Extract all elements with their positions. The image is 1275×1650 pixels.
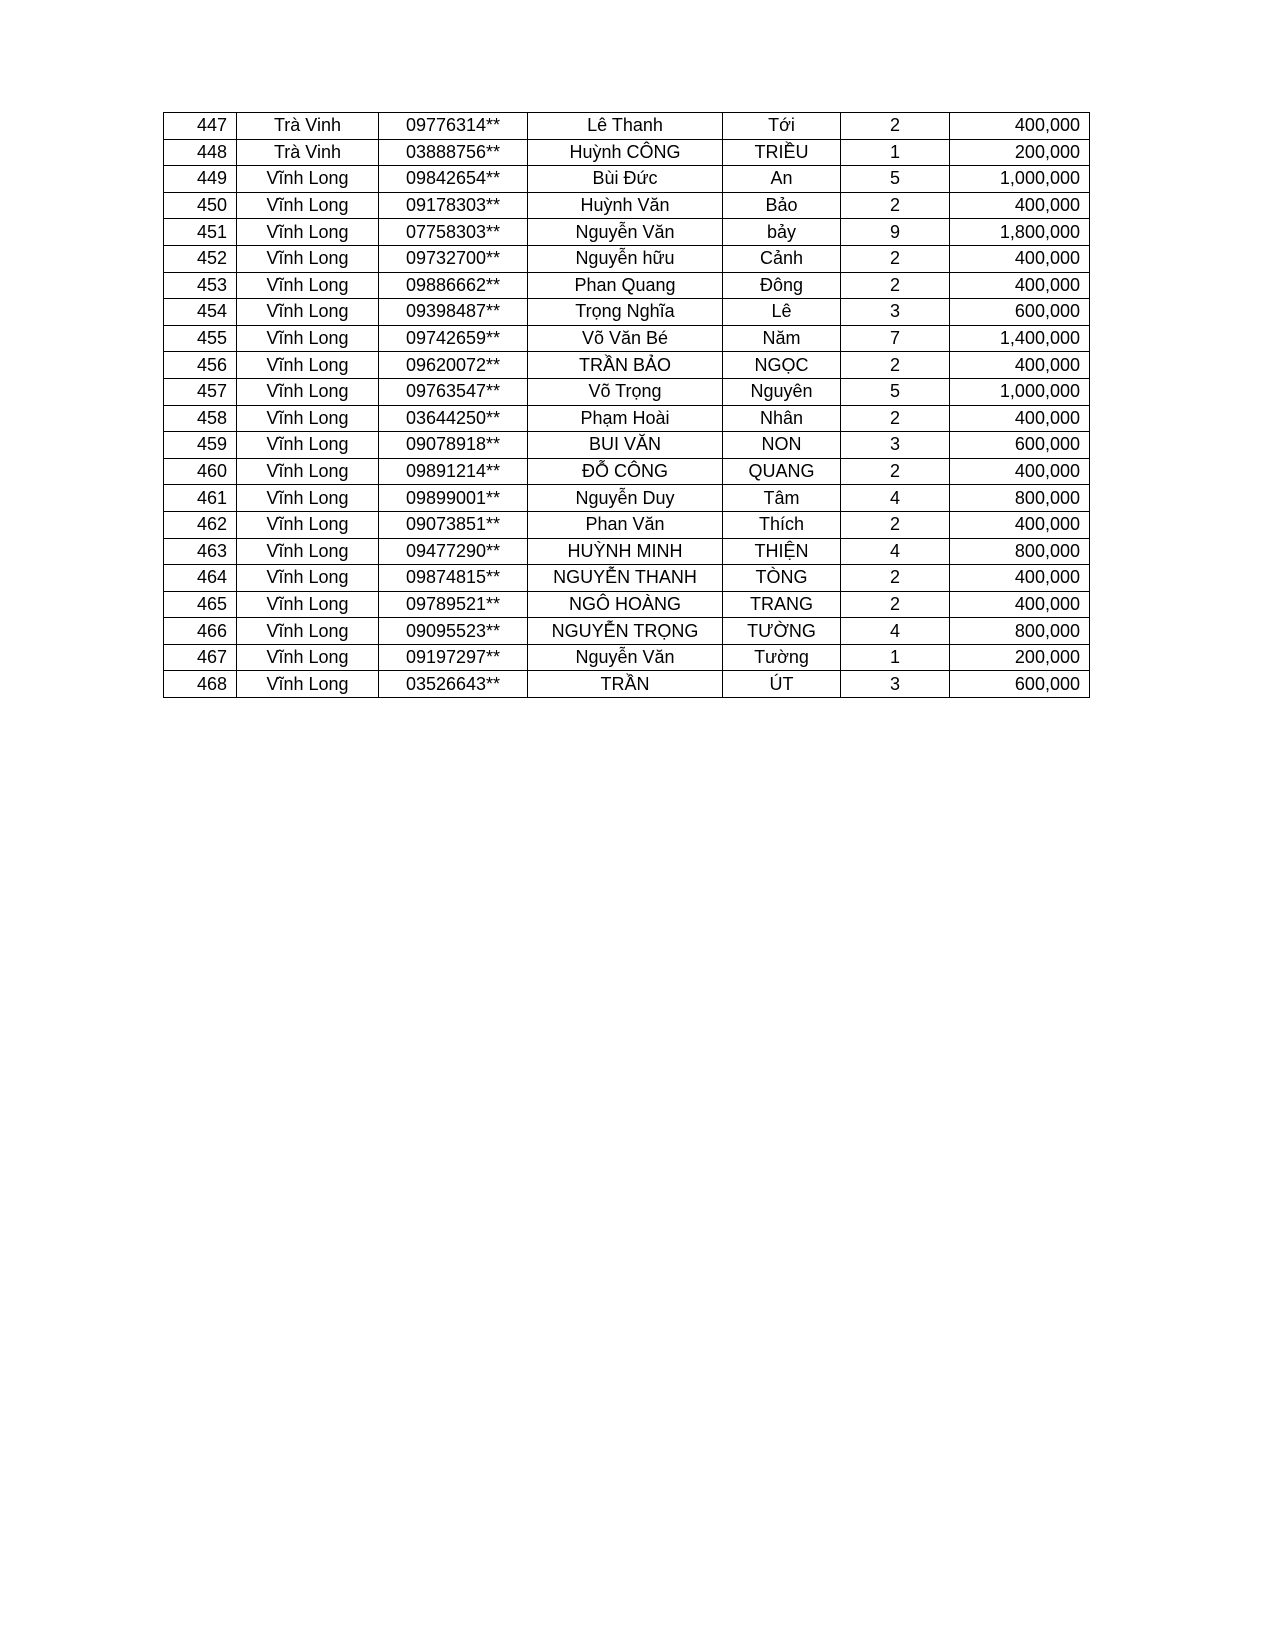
table-row xyxy=(164,458,1090,485)
table-row xyxy=(164,565,1090,592)
cell-province: Vĩnh Long xyxy=(237,485,379,512)
cell-family-name: Phạm Hoài xyxy=(528,405,723,432)
cell-amount: 400,000 xyxy=(950,511,1090,538)
cell-stt: 461 xyxy=(164,485,237,512)
cell-quantity: 4 xyxy=(841,618,950,645)
cell-given-name: TRANG xyxy=(723,591,841,618)
cell-phone: 09886662** xyxy=(379,272,528,299)
cell-family-name: Nguyễn hữu xyxy=(528,245,723,272)
table-row xyxy=(164,139,1090,166)
cell-given-name: bảy xyxy=(723,219,841,246)
cell-province: Vĩnh Long xyxy=(237,245,379,272)
cell-quantity: 2 xyxy=(841,511,950,538)
cell-province: Vĩnh Long xyxy=(237,272,379,299)
cell-province: Vĩnh Long xyxy=(237,458,379,485)
cell-given-name: Tâm xyxy=(723,485,841,512)
cell-stt: 451 xyxy=(164,219,237,246)
cell-amount: 800,000 xyxy=(950,538,1090,565)
cell-family-name: Nguyễn Văn xyxy=(528,219,723,246)
cell-amount: 400,000 xyxy=(950,113,1090,140)
cell-family-name: NGUYỄN THANH xyxy=(528,565,723,592)
cell-phone: 09763547** xyxy=(379,378,528,405)
cell-province: Vĩnh Long xyxy=(237,352,379,379)
cell-province: Vĩnh Long xyxy=(237,192,379,219)
cell-given-name: Bảo xyxy=(723,192,841,219)
cell-given-name: ÚT xyxy=(723,671,841,698)
cell-phone: 09842654** xyxy=(379,166,528,193)
cell-province: Vĩnh Long xyxy=(237,618,379,645)
cell-family-name: TRẦN xyxy=(528,671,723,698)
cell-family-name: HUỲNH MINH xyxy=(528,538,723,565)
cell-province: Vĩnh Long xyxy=(237,538,379,565)
cell-phone: 03526643** xyxy=(379,671,528,698)
cell-stt: 450 xyxy=(164,192,237,219)
cell-stt: 459 xyxy=(164,432,237,459)
cell-amount: 400,000 xyxy=(950,405,1090,432)
table-row xyxy=(164,644,1090,671)
cell-phone: 09197297** xyxy=(379,644,528,671)
table-row xyxy=(164,671,1090,698)
cell-family-name: Trọng Nghĩa xyxy=(528,299,723,326)
cell-amount: 800,000 xyxy=(950,618,1090,645)
cell-quantity: 4 xyxy=(841,485,950,512)
cell-phone: 09178303** xyxy=(379,192,528,219)
cell-amount: 1,000,000 xyxy=(950,378,1090,405)
cell-stt: 462 xyxy=(164,511,237,538)
cell-stt: 456 xyxy=(164,352,237,379)
cell-stt: 454 xyxy=(164,299,237,326)
cell-stt: 464 xyxy=(164,565,237,592)
cell-quantity: 2 xyxy=(841,458,950,485)
cell-given-name: Nhân xyxy=(723,405,841,432)
cell-amount: 400,000 xyxy=(950,245,1090,272)
table-row xyxy=(164,325,1090,352)
cell-quantity: 5 xyxy=(841,166,950,193)
table-row xyxy=(164,378,1090,405)
cell-province: Vĩnh Long xyxy=(237,644,379,671)
table-body xyxy=(164,113,1090,698)
cell-province: Trà Vinh xyxy=(237,113,379,140)
cell-quantity: 2 xyxy=(841,272,950,299)
table-row xyxy=(164,511,1090,538)
cell-quantity: 2 xyxy=(841,113,950,140)
cell-given-name: An xyxy=(723,166,841,193)
cell-province: Vĩnh Long xyxy=(237,405,379,432)
cell-amount: 600,000 xyxy=(950,432,1090,459)
cell-province: Vĩnh Long xyxy=(237,219,379,246)
cell-stt: 458 xyxy=(164,405,237,432)
cell-family-name: Võ Văn Bé xyxy=(528,325,723,352)
cell-amount: 800,000 xyxy=(950,485,1090,512)
cell-phone: 09891214** xyxy=(379,458,528,485)
cell-quantity: 9 xyxy=(841,219,950,246)
cell-given-name: Nguyên xyxy=(723,378,841,405)
cell-family-name: Nguyễn Duy xyxy=(528,485,723,512)
cell-family-name: Phan Văn xyxy=(528,511,723,538)
cell-quantity: 4 xyxy=(841,538,950,565)
cell-family-name: Huỳnh CÔNG xyxy=(528,139,723,166)
cell-quantity: 2 xyxy=(841,352,950,379)
cell-phone: 03644250** xyxy=(379,405,528,432)
table-row xyxy=(164,219,1090,246)
cell-quantity: 3 xyxy=(841,671,950,698)
table-row xyxy=(164,405,1090,432)
cell-stt: 452 xyxy=(164,245,237,272)
cell-stt: 447 xyxy=(164,113,237,140)
cell-quantity: 2 xyxy=(841,405,950,432)
cell-phone: 09874815** xyxy=(379,565,528,592)
cell-given-name: Tới xyxy=(723,113,841,140)
cell-given-name: TÒNG xyxy=(723,565,841,592)
table-row xyxy=(164,245,1090,272)
cell-family-name: NGÔ HOÀNG xyxy=(528,591,723,618)
cell-quantity: 7 xyxy=(841,325,950,352)
cell-stt: 468 xyxy=(164,671,237,698)
cell-stt: 448 xyxy=(164,139,237,166)
cell-stt: 457 xyxy=(164,378,237,405)
cell-family-name: Phan Quang xyxy=(528,272,723,299)
cell-province: Vĩnh Long xyxy=(237,432,379,459)
cell-given-name: NON xyxy=(723,432,841,459)
table-row xyxy=(164,192,1090,219)
table-row xyxy=(164,485,1090,512)
cell-given-name: TƯỜNG xyxy=(723,618,841,645)
cell-quantity: 2 xyxy=(841,591,950,618)
cell-family-name: TRẦN BẢO xyxy=(528,352,723,379)
cell-family-name: Võ Trọng xyxy=(528,378,723,405)
table-row xyxy=(164,591,1090,618)
cell-phone: 03888756** xyxy=(379,139,528,166)
table-row xyxy=(164,166,1090,193)
cell-family-name: BUI VĂN xyxy=(528,432,723,459)
cell-given-name: TRIỀU xyxy=(723,139,841,166)
cell-province: Vĩnh Long xyxy=(237,671,379,698)
cell-phone: 09477290** xyxy=(379,538,528,565)
cell-amount: 1,800,000 xyxy=(950,219,1090,246)
cell-family-name: Nguyễn Văn xyxy=(528,644,723,671)
cell-amount: 1,400,000 xyxy=(950,325,1090,352)
cell-given-name: Năm xyxy=(723,325,841,352)
cell-quantity: 3 xyxy=(841,299,950,326)
cell-phone: 07758303** xyxy=(379,219,528,246)
cell-family-name: Bùi Đức xyxy=(528,166,723,193)
cell-phone: 09095523** xyxy=(379,618,528,645)
cell-phone: 09078918** xyxy=(379,432,528,459)
cell-phone: 09742659** xyxy=(379,325,528,352)
table-row xyxy=(164,538,1090,565)
table-row xyxy=(164,299,1090,326)
cell-province: Vĩnh Long xyxy=(237,591,379,618)
cell-quantity: 1 xyxy=(841,644,950,671)
cell-stt: 460 xyxy=(164,458,237,485)
cell-family-name: Lê Thanh xyxy=(528,113,723,140)
table-row xyxy=(164,113,1090,140)
cell-amount: 400,000 xyxy=(950,565,1090,592)
cell-province: Vĩnh Long xyxy=(237,565,379,592)
cell-amount: 400,000 xyxy=(950,591,1090,618)
cell-given-name: Tường xyxy=(723,644,841,671)
cell-province: Vĩnh Long xyxy=(237,166,379,193)
cell-phone: 09620072** xyxy=(379,352,528,379)
cell-stt: 453 xyxy=(164,272,237,299)
cell-phone: 09398487** xyxy=(379,299,528,326)
cell-given-name: QUANG xyxy=(723,458,841,485)
table-row xyxy=(164,352,1090,379)
cell-province: Vĩnh Long xyxy=(237,378,379,405)
cell-amount: 200,000 xyxy=(950,139,1090,166)
cell-amount: 400,000 xyxy=(950,458,1090,485)
cell-stt: 455 xyxy=(164,325,237,352)
cell-family-name: ĐỖ CÔNG xyxy=(528,458,723,485)
cell-given-name: Cảnh xyxy=(723,245,841,272)
cell-province: Trà Vinh xyxy=(237,139,379,166)
cell-stt: 465 xyxy=(164,591,237,618)
cell-amount: 400,000 xyxy=(950,272,1090,299)
cell-phone: 09776314** xyxy=(379,113,528,140)
cell-given-name: Đông xyxy=(723,272,841,299)
cell-given-name: THIỆN xyxy=(723,538,841,565)
cell-quantity: 1 xyxy=(841,139,950,166)
table-row xyxy=(164,618,1090,645)
cell-phone: 09789521** xyxy=(379,591,528,618)
cell-amount: 200,000 xyxy=(950,644,1090,671)
cell-province: Vĩnh Long xyxy=(237,325,379,352)
cell-stt: 466 xyxy=(164,618,237,645)
cell-quantity: 2 xyxy=(841,565,950,592)
cell-quantity: 2 xyxy=(841,192,950,219)
table-row xyxy=(164,272,1090,299)
cell-amount: 400,000 xyxy=(950,352,1090,379)
cell-province: Vĩnh Long xyxy=(237,299,379,326)
cell-quantity: 3 xyxy=(841,432,950,459)
cell-phone: 09899001** xyxy=(379,485,528,512)
cell-amount: 600,000 xyxy=(950,299,1090,326)
cell-amount: 600,000 xyxy=(950,671,1090,698)
cell-family-name: NGUYỄN TRỌNG xyxy=(528,618,723,645)
cell-given-name: Lê xyxy=(723,299,841,326)
cell-quantity: 5 xyxy=(841,378,950,405)
cell-given-name: NGỌC xyxy=(723,352,841,379)
cell-phone: 09073851** xyxy=(379,511,528,538)
cell-stt: 467 xyxy=(164,644,237,671)
cell-quantity: 2 xyxy=(841,245,950,272)
cell-amount: 400,000 xyxy=(950,192,1090,219)
table-row xyxy=(164,432,1090,459)
data-table xyxy=(163,112,1090,698)
cell-phone: 09732700** xyxy=(379,245,528,272)
cell-given-name: Thích xyxy=(723,511,841,538)
cell-province: Vĩnh Long xyxy=(237,511,379,538)
cell-stt: 463 xyxy=(164,538,237,565)
cell-stt: 449 xyxy=(164,166,237,193)
cell-family-name: Huỳnh Văn xyxy=(528,192,723,219)
cell-amount: 1,000,000 xyxy=(950,166,1090,193)
